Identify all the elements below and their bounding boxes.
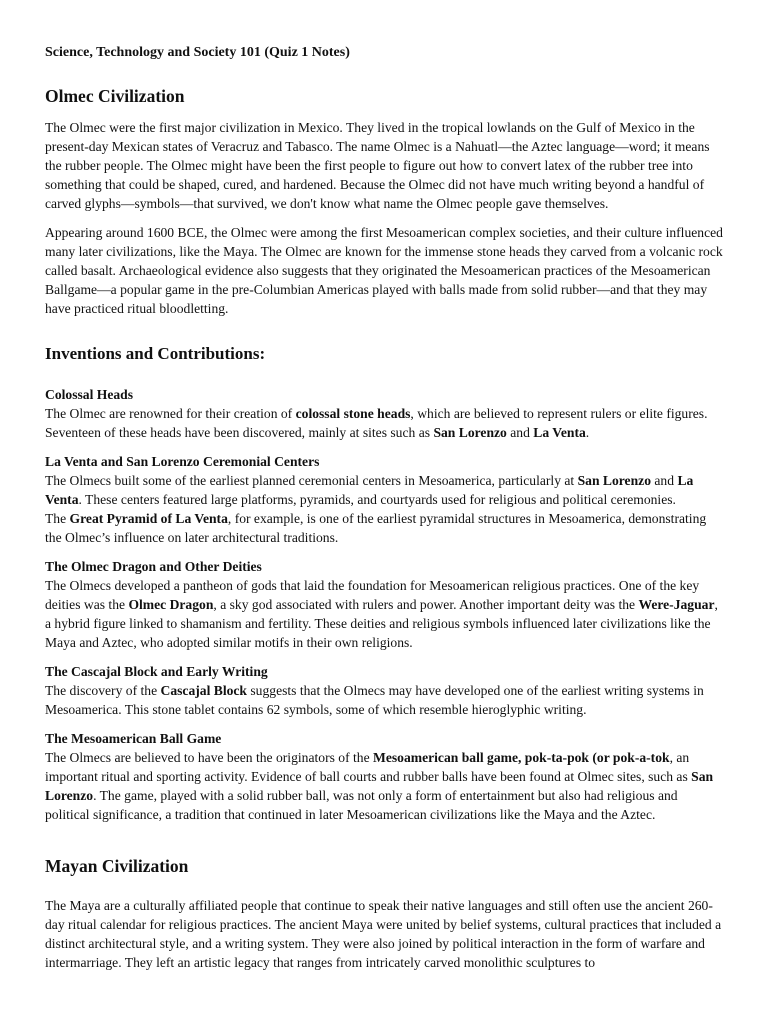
centers-bold-3: Great Pyramid of La Venta bbox=[69, 511, 228, 526]
centers-text-4: The bbox=[45, 511, 70, 526]
ballgame-section bbox=[45, 729, 725, 824]
olmec-paragraph-1: The Olmec were the first major civilization in Mexico. They lived in the tropical lowlands on the Gulf of Mexico in the present-day Mexican states of Veracruz and Tabasco. The name Olmec is a Nahuatl—the Aztec language—word; it means the rubber people. The Olmec might have been the first people to figure out how to convert latex of the rubber tree into something that could be shaped, cured, and hardened. Because the Olmec did not have much writing beyond a handful of carved glyphs—symbols—that survived, we don't know what name the Olmec people gave themselves. bbox=[45, 120, 710, 211]
inventions-title: Inventions and Contributions: bbox=[45, 344, 266, 363]
ballgame-heading: The Mesoamerican Ball Game bbox=[45, 731, 222, 746]
colossal-text-1: The Olmec are renowned for their creation of bbox=[45, 406, 296, 421]
ballgame-text-1: The Olmecs are believed to have been the originators of the bbox=[45, 750, 374, 765]
cascajal-text-1: The discovery of the bbox=[45, 683, 161, 698]
centers-text-1: The Olmecs built some of the earliest planned ceremonial centers in Mesoamerica, particularly at bbox=[45, 473, 578, 488]
ballgame-text-2: , an important ritual and sporting activity. Evidence of ball courts and rubber balls have been found at Olmec sites, such as bbox=[45, 750, 692, 784]
ceremonial-centers-heading: La Venta and San Lorenzo Ceremonial Centers bbox=[45, 454, 320, 469]
centers-text-3: . These centers featured large platforms, pyramids, and courtyards used for religious and political ceremonies. bbox=[78, 492, 676, 507]
cascajal-section bbox=[45, 662, 725, 719]
centers-bold-2: La Venta bbox=[45, 473, 694, 507]
ballgame-text-3: . The game, played with a solid rubber ball, was not only a form of entertainment but also had religious and political significance, a tradition that continued in later Mesoamerican civilizations like the Maya and the Aztec. bbox=[45, 788, 678, 822]
colossal-bold-2: San Lorenzo bbox=[433, 425, 507, 440]
ballgame-bold-1: Mesoamerican ball game, pok-ta-pok (or pok-a-tok bbox=[373, 750, 670, 765]
colossal-bold-1: colossal stone heads bbox=[295, 406, 411, 421]
olmec-paragraph-2: Appearing around 1600 BCE, the Olmec were among the first Mesoamerican complex societies, and their culture influenced many later civilizations, like the Maya. The Olmec are known for the immense stone heads they carved from a volcanic rock called basalt. Archaeological evidence also suggests that they originated the Mesoamerican practices of the Mesoamerican Ballgame—a popular game in the pre-Columbian Americas played with balls made from solid rubber—and that they may have practiced ritual bloodletting. bbox=[45, 225, 723, 316]
dragon-text-1: The Olmecs developed a pantheon of gods that laid the foundation for Mesoamerican religious practices. One of the key deities was the bbox=[45, 578, 700, 612]
dragon-bold-1: Olmec Dragon bbox=[128, 597, 214, 612]
dragon-text-2: , a sky god associated with rulers and power. Another important deity was the bbox=[213, 597, 639, 612]
document-header: Science, Technology and Society 101 (Quiz 1 Notes) bbox=[45, 45, 350, 60]
dragon-text-3: , a hybrid figure linked to shamanism and fertility. These deities and religious symbols influenced later civilizations like the Maya and Aztec, who adopted similar motifs in their own religions. bbox=[45, 597, 718, 650]
cascajal-bold-1: Cascajal Block bbox=[160, 683, 247, 698]
ballgame-bold-2: San Lorenzo bbox=[45, 769, 714, 803]
colossal-bold-3: La Venta bbox=[533, 425, 586, 440]
colossal-text-3: and bbox=[506, 425, 534, 440]
dragon-bold-2: Were-Jaguar bbox=[638, 597, 715, 612]
maya-paragraph-1: The Maya are a culturally affiliated people that continue to speak their native languages and still often use the ancient 260-day ritual calendar for religious practices. The ancient Maya were united by belief systems, cultural practices that included a distinct architectural style, and a writing system. They were also joined by political interaction in the form of warfare and intermarriage. They left an artistic legacy that ranges from intricately carved monolithic sculptures to bbox=[45, 898, 722, 970]
olmec-title: Olmec Civilization bbox=[45, 86, 185, 106]
centers-text-2: and bbox=[651, 473, 678, 488]
olmec-dragon-section bbox=[45, 557, 725, 652]
cascajal-heading: The Cascajal Block and Early Writing bbox=[45, 664, 268, 679]
centers-text-5: , for example, is one of the earliest pyramidal structures in Mesoamerica, demonstrating the Olmec’s influence on later architectural traditions. bbox=[45, 511, 707, 545]
colossal-text-2: , which are believed to represent rulers or elite figures. Seventeen of these heads have been discovered, mainly at sites such as bbox=[45, 406, 708, 440]
olmec-dragon-heading: The Olmec Dragon and Other Deities bbox=[45, 559, 262, 574]
maya-title: Mayan Civilization bbox=[45, 856, 189, 876]
cascajal-text-2: suggests that the Olmecs may have developed one of the earliest writing systems in Mesoamerica. This stone tablet contains 62 symbols, some of which resemble hieroglyphic writing. bbox=[45, 683, 704, 717]
colossal-text-4: . bbox=[585, 425, 590, 440]
colossal-heads-heading: Colossal Heads bbox=[45, 387, 133, 402]
ceremonial-centers-section bbox=[45, 452, 725, 547]
centers-bold-1: San Lorenzo bbox=[577, 473, 651, 488]
colossal-heads-section bbox=[45, 385, 725, 442]
